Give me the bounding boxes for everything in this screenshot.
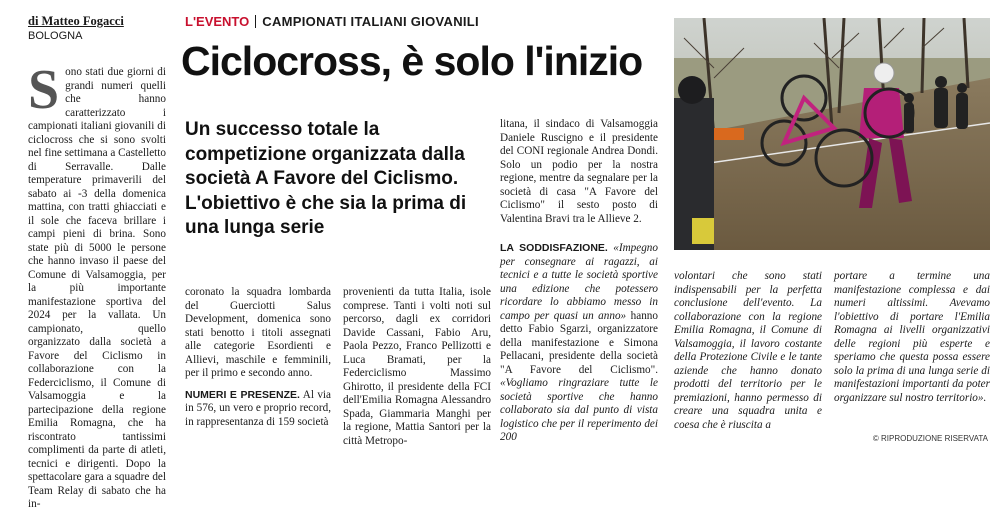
- kicker: [185, 14, 479, 29]
- column-4-bottom: [500, 242, 658, 445]
- column-1-text: ono stati due giorni di grandi numeri quelli che hanno caratterizzato i campionati italiani giovanili di ciclocross che si sono svolti nel fine settimana a Castelletto di Serravalle. Dalle temperature primaverili del sabato ai -3 della domenica mattina, con tratti ghiacciati e il sole che faceva brillare i campi pieni di brina. Sono state più di 5000 le persone che hanno invaso il paese del Comune di Valsamoggia, per la più importante manifestazione sportiva del 2024 per la vallata. Un campionato, quello organizzato dalla società a Favore del Ciclismo in collaborazione con la Federciclismo, il Comune di Valsamoggia e la partecipazione della regione Emilia Romagna, che ha riscontrato tantissimi complimenti da parte di atleti, tecnici e dirigenti. Dopo la spettacolare gara a squadre del Team Relay di sabato che ha in-: [28, 66, 166, 510]
- column-6-text: portare a termine una manifestazione complessa e dai numeri altissimi. Avevamo l'obiettivo di portare l'Emilia Romagna ai livelli organizzativi delle regioni più esperte e speriamo che questa possa essere solo la prima di una lunga serie di manifestazioni importanti da poter organizzare sul nostro territorio».: [834, 270, 990, 404]
- column-6: [834, 270, 990, 405]
- column-4-top-text: litana, il sindaco di Valsamoggia Daniele Ruscigno e il presidente del CONI regionale Andrea Dondi. Solo un podio per la nostra regione, mentre da segnalare per la società di casa "A Favore del Ciclismo" il sesto posto di Valentina Bravi tra le Allieve 2.: [500, 118, 658, 225]
- copyright-notice: © RIPRODUZIONE RISERVATA: [872, 434, 988, 443]
- subheadline: Un successo totale la competizione organizzata dalla società A Favore del Ciclismo. L'obiettivo è che sia la prima di una lunga serie: [185, 119, 467, 238]
- cyclocross-photo: [674, 18, 990, 250]
- column-5: [674, 270, 822, 432]
- column-5-text: volontari che sono stati indispensabili per la perfetta conclusione dell'evento. La collaborazione con la regione Emilia Romagna, il Comune di Valsamoggia, il lavoro costante della Protezione Civile e le tante aziende che hanno donato prodotti del territorio per le premiazioni, hanno permesso di creare una squadra unita e coesa che è riuscita a: [674, 270, 822, 431]
- column-4-bottom-text: hanno detto Fabio Sgarzi, organizzatore della manifestazione e Simona Pellacani, presidente della società "A Favore del Ciclismo".: [500, 309, 658, 376]
- column-2: [185, 286, 331, 429]
- quote-1: «Impegno per consegnare ai ragazzi, ai tecnici e a tutte le società sportive una edizione che potessero ricordare lo abbiamo messo in campo per quasi un anno»: [500, 242, 658, 322]
- column-2-text: coronato la squadra lombarda del Guerciotti Salus Development, domenica sono stati benotto i titoli assegnati alle categorie Esordienti e Allievi, maschile e femminili, per il primo e secondo anno.: [185, 286, 331, 379]
- column-4-top: [500, 118, 658, 226]
- headline: Ciclocross, è solo l'inizio: [181, 38, 643, 84]
- column-1: [28, 59, 166, 512]
- column-3: [343, 286, 491, 448]
- drop-cap: S: [28, 59, 60, 121]
- dateline-city: BOLOGNA: [28, 30, 83, 42]
- quote-2: «Vogliamo ringraziare tutte le società sportive che hanno collaborato sia dal punto di vista logistico che per il reperimento dei 200: [500, 377, 658, 443]
- section-lead-numeri: NUMERI E PRESENZE.: [185, 388, 300, 401]
- column-3-text: provenienti da tutta Italia, isole comprese. Tanti i volti noti sul percorso, dagli ex corridori Davide Cassani, Fabio Aru, Paola Pezzo, Franco Pellizotti e Luca Bramati, per la Federciclismo Massimo Ghirotto, il presidente della FCI dell'Emilia Romagna Alessandro Spada, Giammaria Manghi per la regione, Mattia Santori per la città Metropo-: [343, 286, 491, 447]
- photo-illustration: [674, 18, 990, 250]
- kicker-divider: [255, 15, 256, 28]
- author-byline: di Matteo Fogacci: [28, 14, 124, 28]
- kicker-section: CAMPIONATI ITALIANI GIOVANILI: [262, 14, 479, 29]
- section-lead-soddisfazione: LA SODDISFAZIONE.: [500, 242, 608, 254]
- kicker-label: L'EVENTO: [185, 14, 250, 29]
- column-2-text-2: Al via in 576, un vero e proprio record, in rappresentanza di 159 società: [185, 388, 331, 428]
